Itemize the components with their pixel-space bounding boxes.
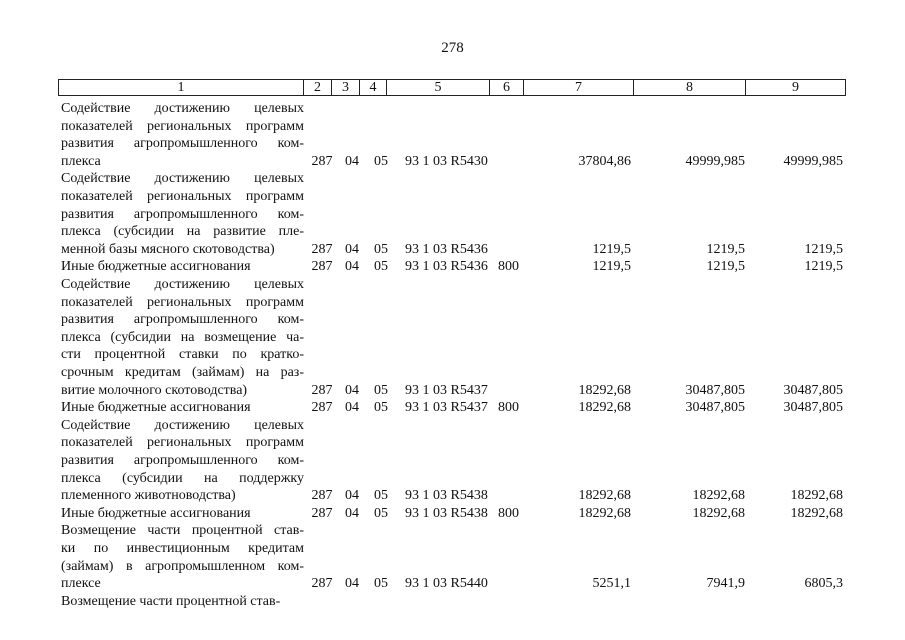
cell-col-9: 1219,5 bbox=[804, 259, 843, 275]
cell-col-2: 287 bbox=[311, 505, 333, 521]
description-line: Возмещение части процентной став- bbox=[61, 523, 304, 539]
cell-col-7: 1219,5 bbox=[592, 241, 631, 257]
row-description bbox=[61, 100, 304, 170]
cell-col-9: 1219,5 bbox=[804, 241, 843, 257]
description-line: плекса (субсидии на возмещение ча- bbox=[61, 329, 304, 345]
cell-col-5: 93 1 03 R5438 bbox=[405, 505, 488, 521]
cell-col-4: 05 bbox=[374, 576, 388, 592]
cell-col-8: 7941,9 bbox=[706, 576, 745, 592]
cell-col-8: 49999,985 bbox=[685, 153, 745, 169]
table-row bbox=[0, 100, 905, 170]
description-line: Возмещение части процентной став- bbox=[61, 593, 281, 609]
description-line: (займам) в агропромышленном ком- bbox=[61, 558, 304, 574]
header-cell-3: 3 bbox=[332, 80, 360, 95]
cell-col-3: 04 bbox=[345, 153, 359, 169]
description-line: Иные бюджетные ассигнования bbox=[61, 259, 251, 275]
row-description bbox=[61, 522, 304, 592]
cell-col-4: 05 bbox=[374, 153, 388, 169]
description-line: Иные бюджетные ассигнования bbox=[61, 400, 251, 416]
description-line: показателей региональных программ bbox=[61, 188, 304, 204]
cell-col-5: 93 1 03 R5436 bbox=[405, 241, 488, 257]
description-line: плекса bbox=[61, 153, 101, 169]
description-line: показателей региональных программ bbox=[61, 118, 304, 134]
cell-col-5: 93 1 03 R5438 bbox=[405, 488, 488, 504]
row-description bbox=[61, 276, 304, 399]
description-line: плексе bbox=[61, 576, 101, 592]
cell-col-5: 93 1 03 R5437 bbox=[405, 400, 488, 416]
cell-col-5: 93 1 03 R5437 bbox=[405, 382, 488, 398]
cell-col-2: 287 bbox=[311, 153, 333, 169]
cell-col-5: 93 1 03 R5440 bbox=[405, 576, 488, 592]
cell-col-3: 04 bbox=[345, 576, 359, 592]
description-line: Иные бюджетные ассигнования bbox=[61, 505, 251, 521]
table-row bbox=[0, 399, 905, 417]
cell-col-9: 49999,985 bbox=[783, 153, 843, 169]
cell-col-3: 04 bbox=[345, 382, 359, 398]
description-line: развития агропромышленного ком- bbox=[61, 136, 304, 152]
cell-col-6: 800 bbox=[498, 505, 519, 521]
description-line: срочным кредитам (займам) на раз- bbox=[61, 364, 304, 380]
table-row bbox=[0, 522, 905, 592]
cell-col-4: 05 bbox=[374, 400, 388, 416]
cell-col-8: 1219,5 bbox=[706, 241, 745, 257]
cell-col-2: 287 bbox=[311, 382, 333, 398]
cell-col-7: 1219,5 bbox=[592, 259, 631, 275]
table-header bbox=[58, 79, 846, 96]
cell-col-9: 18292,68 bbox=[790, 488, 843, 504]
page-number: 278 bbox=[441, 40, 464, 56]
table-row bbox=[0, 593, 905, 611]
table-row bbox=[0, 417, 905, 505]
row-description bbox=[61, 258, 304, 276]
header-cell-4: 4 bbox=[360, 80, 387, 95]
cell-col-3: 04 bbox=[345, 241, 359, 257]
description-line: ки по инвестиционным кредитам bbox=[61, 540, 304, 556]
cell-col-7: 18292,68 bbox=[578, 488, 631, 504]
description-line: менной базы мясного скотоводства) bbox=[61, 241, 275, 257]
description-line: Содействие достижению целевых bbox=[61, 417, 304, 433]
cell-col-7: 5251,1 bbox=[592, 576, 631, 592]
cell-col-7: 37804,86 bbox=[578, 153, 631, 169]
description-line: плекса (субсидии на развитие пле- bbox=[61, 224, 304, 240]
header-cell-1: 1 bbox=[59, 80, 304, 95]
table-row bbox=[0, 276, 905, 399]
table-row bbox=[0, 258, 905, 276]
table-row bbox=[0, 170, 905, 258]
description-line: плекса (субсидии на поддержку bbox=[61, 470, 304, 486]
cell-col-3: 04 bbox=[345, 259, 359, 275]
description-line: показателей региональных программ bbox=[61, 435, 304, 451]
description-line: Содействие достижению целевых bbox=[61, 277, 304, 292]
row-description bbox=[61, 417, 304, 505]
header-cell-8: 8 bbox=[634, 80, 746, 95]
description-line: развития агропромышленного ком- bbox=[61, 206, 304, 222]
cell-col-9: 30487,805 bbox=[783, 382, 843, 398]
description-line: развития агропромышленного ком- bbox=[61, 312, 304, 328]
header-cell-5: 5 bbox=[387, 80, 490, 95]
header-cell-7: 7 bbox=[524, 80, 634, 95]
cell-col-8: 1219,5 bbox=[706, 259, 745, 275]
cell-col-8: 18292,68 bbox=[692, 505, 745, 521]
row-description bbox=[61, 593, 304, 611]
header-cell-9: 9 bbox=[792, 80, 799, 95]
cell-col-3: 04 bbox=[345, 488, 359, 504]
description-line: витие молочного скотоводства) bbox=[61, 382, 248, 398]
cell-col-3: 04 bbox=[345, 505, 359, 521]
cell-col-5: 93 1 03 R5436 bbox=[405, 259, 488, 275]
cell-col-2: 287 bbox=[311, 259, 333, 275]
cell-col-8: 30487,805 bbox=[685, 400, 745, 416]
description-line: сти процентной ставки по кратко- bbox=[61, 347, 304, 363]
description-line: племенного животноводства) bbox=[61, 488, 236, 504]
cell-col-7: 18292,68 bbox=[578, 382, 631, 398]
description-line: Содействие достижению целевых bbox=[61, 171, 304, 187]
cell-col-4: 05 bbox=[374, 259, 388, 275]
description-line: Содействие достижению целевых bbox=[61, 101, 304, 116]
cell-col-2: 287 bbox=[311, 576, 333, 592]
cell-col-8: 18292,68 bbox=[692, 488, 745, 504]
header-cell-6: 6 bbox=[490, 80, 524, 95]
row-description bbox=[61, 505, 304, 523]
cell-col-9: 18292,68 bbox=[790, 505, 843, 521]
table-row bbox=[0, 505, 905, 523]
description-line: развития агропромышленного ком- bbox=[61, 452, 304, 468]
description-line: показателей региональных программ bbox=[61, 294, 304, 310]
cell-col-7: 18292,68 bbox=[578, 505, 631, 521]
cell-col-2: 287 bbox=[311, 400, 333, 416]
cell-col-3: 04 bbox=[345, 400, 359, 416]
row-description bbox=[61, 399, 304, 417]
cell-col-6: 800 bbox=[498, 259, 519, 275]
header-cell-2: 2 bbox=[304, 80, 332, 95]
cell-col-4: 05 bbox=[374, 488, 388, 504]
cell-col-9: 6805,3 bbox=[804, 576, 843, 592]
cell-col-9: 30487,805 bbox=[783, 400, 843, 416]
cell-col-6: 800 bbox=[498, 400, 519, 416]
cell-col-5: 93 1 03 R5430 bbox=[405, 153, 488, 169]
cell-col-8: 30487,805 bbox=[685, 382, 745, 398]
cell-col-4: 05 bbox=[374, 505, 388, 521]
cell-col-4: 05 bbox=[374, 382, 388, 398]
cell-col-2: 287 bbox=[311, 241, 333, 257]
cell-col-7: 18292,68 bbox=[578, 400, 631, 416]
row-description bbox=[61, 170, 304, 258]
cell-col-2: 287 bbox=[311, 488, 333, 504]
cell-col-4: 05 bbox=[374, 241, 388, 257]
